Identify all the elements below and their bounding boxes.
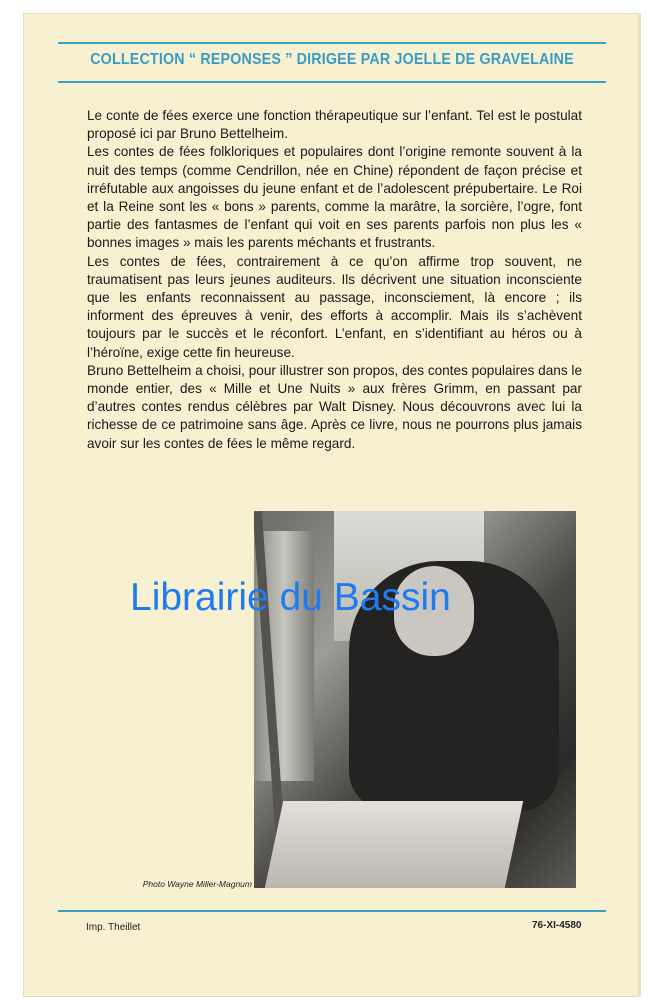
author-photo xyxy=(254,511,576,888)
footer-rule xyxy=(58,910,606,912)
header-rule xyxy=(58,81,606,83)
photo-papers xyxy=(265,801,523,888)
printer-credit: Imp. Theillet xyxy=(86,922,141,933)
paragraph-3: Les contes de fées, contrairement à ce qu’on affirme trop souvent, ne traumatisent pas leurs jeunes auditeurs. Ils décrivent une situation inconsciente que les enfants reconnaissent au passage, inconsciement, là encore ; ils informent des épreuves à venir, des efforts à accomplir. Mais ils s’achèvent toujours par le succès et le réconfort. L’enfant, en s’identifiant au héros ou à l’héroïne, exige cette fin heureuse. xyxy=(87,253,582,360)
watermark: Librairie du Bassin xyxy=(130,576,451,619)
blurb-text xyxy=(87,107,582,453)
reference-number: 76-XI-4580 xyxy=(532,920,582,931)
collection-header: COLLECTION “ REPONSES ” DIRIGEE PAR JOELLE DE GRAVELAINE xyxy=(90,51,574,68)
photo-caption: Photo Wayne Miller-Magnum xyxy=(142,879,252,889)
paragraph-1: Le conte de fées exerce une fonction thérapeutique sur l’enfant. Tel est le postulat proposé ici par Bruno Bettelheim. xyxy=(87,108,582,142)
paragraph-2: Les contes de fées folkloriques et populaires dont l’origine remonte souvent à la nuit des temps (comme Cendrillon, née en Chine) répondent de façon précise et irréfutable aux angoisses du jeune enfant et de l’adolescent prépubertaire. Le Roi et la Reine sont les « bons » parents, comme la marâtre, la sorcière, l’ogre, font partie des fantasmes de l’enfant qui voit en ses parents parfois non plus les « bonnes images » mais les parents méchants et frustrants. xyxy=(87,144,582,251)
top-rule xyxy=(58,42,606,44)
paragraph-4: Bruno Bettelheim a choisi, pour illustrer son propos, des contes populaires dans le monde entier, des « Mille et Une Nuits » aux frères Grimm, en passant par d’autres contes rendus célèbres par Walt Disney. Nous découvrons avec lui la richesse de ce patrimoine sans âge. Après ce livre, nous ne pourrons plus jamais avoir sur les contes de fées le même regard. xyxy=(87,362,582,451)
